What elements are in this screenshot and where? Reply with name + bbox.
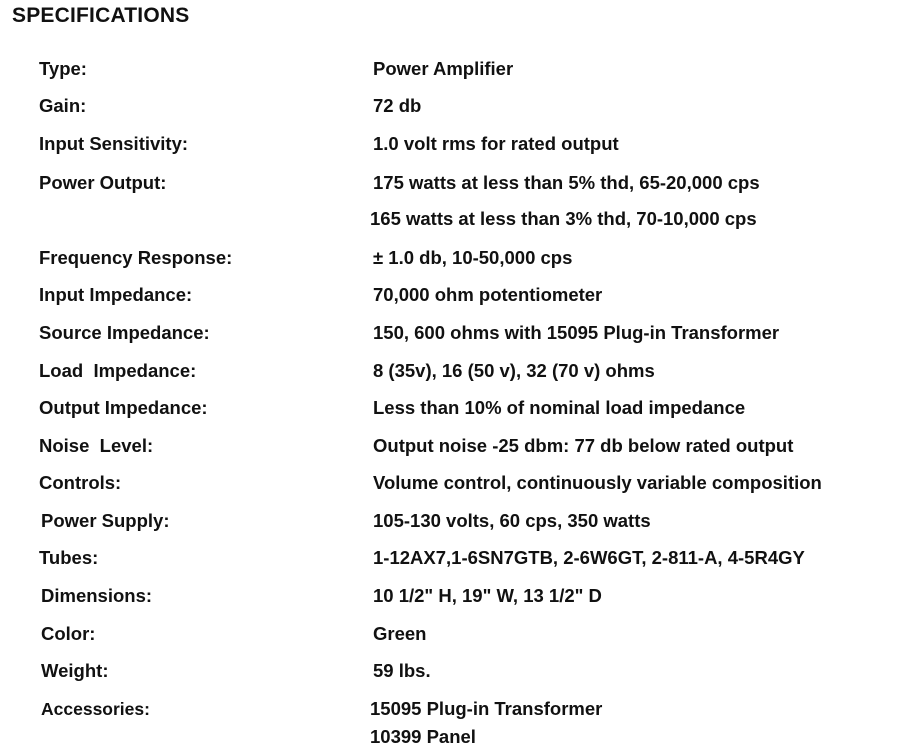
spec-value: 72 db [373, 95, 422, 116]
spec-label: Dimensions: [41, 585, 153, 606]
spec-label: Input Sensitivity: [39, 133, 189, 154]
spec-row-controls [0, 470, 908, 496]
spec-value: 175 watts at less than 5% thd, 65-20,000 cps [373, 172, 760, 193]
spec-row-input-impedance [0, 282, 908, 308]
spec-row-type [0, 56, 908, 82]
spec-value: 165 watts at less than 3% thd, 70-10,000 cps [370, 208, 757, 229]
spec-value: 105-130 volts, 60 cps, 350 watts [373, 510, 651, 531]
spec-row-power-supply [0, 508, 908, 534]
spec-label: Power Supply: [41, 510, 170, 531]
spec-label: Frequency Response: [39, 247, 233, 268]
spec-row-noise-level [0, 433, 908, 459]
spec-row-gain [0, 93, 908, 119]
spec-label: Power Output: [39, 172, 167, 193]
spec-value: Power Amplifier [373, 58, 514, 79]
spec-value: Volume control, continuously variable composition [373, 472, 822, 493]
spec-row-power-output [0, 170, 908, 196]
page-title: SPECIFICATIONS [12, 4, 190, 27]
spec-label: Output Impedance: [39, 397, 208, 418]
spec-value: ± 1.0 db, 10-50,000 cps [373, 247, 573, 268]
spec-label: Type: [39, 58, 87, 79]
spec-value: 10399 Panel [370, 726, 476, 747]
spec-label: Color: [41, 623, 96, 644]
spec-value: Output noise -25 dbm: 77 db below rated output [373, 435, 794, 456]
spec-label: Source Impedance: [39, 322, 210, 343]
spec-row-weight [0, 658, 908, 684]
spec-value: Less than 10% of nominal load impedance [373, 397, 746, 418]
spec-label: Load Impedance: [39, 360, 197, 381]
spec-row-load-impedance [0, 358, 908, 384]
spec-value: 59 lbs. [373, 660, 431, 681]
spec-label: Input Impedance: [39, 284, 193, 305]
spec-row-dimensions [0, 583, 908, 609]
spec-value: 10 1/2" H, 19" W, 13 1/2" D [373, 585, 602, 606]
spec-value: 8 (35v), 16 (50 v), 32 (70 v) ohms [373, 360, 655, 381]
spec-row-output-impedance [0, 395, 908, 421]
spec-value: 1-12AX7,1-6SN7GTB, 2-6W6GT, 2-811-A, 4-5R4GY [373, 547, 805, 568]
spec-row-color [0, 621, 908, 647]
spec-label: Noise Level: [39, 435, 154, 456]
spec-value: Green [373, 623, 427, 644]
spec-value: 150, 600 ohms with 15095 Plug-in Transformer [373, 322, 780, 343]
spec-value: 1.0 volt rms for rated output [373, 133, 619, 154]
spec-label: Tubes: [39, 547, 99, 568]
spec-value: 15095 Plug-in Transformer [370, 698, 603, 719]
spec-row-power-output-continued [0, 206, 908, 232]
spec-label: Weight: [41, 660, 109, 681]
spec-row-accessories [0, 696, 908, 722]
spec-row-tubes [0, 545, 908, 571]
spec-label: Gain: [39, 95, 87, 116]
spec-label: Accessories: [41, 699, 150, 719]
spec-label: Controls: [39, 472, 122, 493]
spec-row-source-impedance [0, 320, 908, 346]
spec-row-frequency-response [0, 245, 908, 271]
spec-value: 70,000 ohm potentiometer [373, 284, 603, 305]
spec-row-accessories-continued [0, 724, 908, 750]
spec-row-input-sensitivity [0, 131, 908, 157]
